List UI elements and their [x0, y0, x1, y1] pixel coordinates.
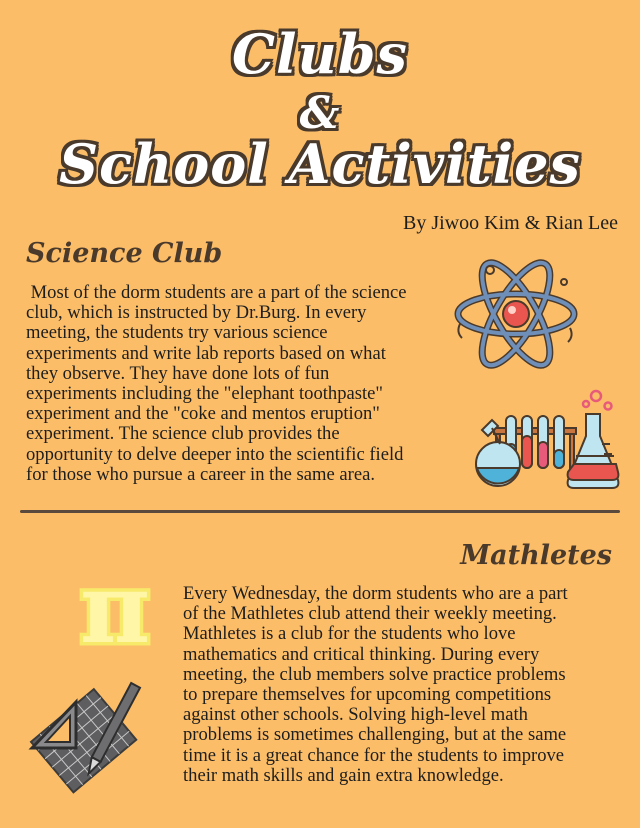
- title-line-school-activities: School Activities: [59, 132, 581, 196]
- paragraph-line: to prepare themselves for upcoming competitions: [183, 684, 552, 706]
- paragraph-line: experiments including the "elephant toothpaste": [26, 383, 384, 405]
- geometry-tools-icon: [24, 676, 142, 794]
- mathletes-heading: Mathletes: [460, 540, 612, 571]
- science-club-heading: Science Club: [26, 238, 223, 269]
- paragraph-line: meeting, the club members solve practice problems: [183, 663, 566, 685]
- paragraph-line: problems is sometimes challenging, but at the same: [183, 724, 567, 746]
- pi-icon: [60, 562, 170, 662]
- paragraph-line: they observe. They have done lots of fun: [26, 362, 330, 384]
- paragraph-line: Mathletes is a club for the students who love: [183, 623, 516, 645]
- paragraph-line: experiment and the "coke and mentos eruption": [26, 403, 380, 425]
- title-line-clubs: Clubs: [232, 22, 408, 86]
- paragraph-line: opportunity to delve deeper into the scientific field: [26, 443, 404, 465]
- paragraph-line: Every Wednesday, the dorm students who are a part: [183, 583, 568, 604]
- paragraph-line: experiment. The science club provides the: [26, 423, 340, 445]
- paragraph-line: their math skills and gain extra knowledge.: [183, 764, 504, 786]
- byline: By Jiwoo Kim & Rian Lee: [403, 212, 618, 234]
- section-divider: [20, 510, 620, 513]
- science-club-paragraph: [26, 283, 456, 485]
- paragraph-line: meeting, the students try various science: [26, 322, 328, 344]
- lab-glassware-icon: [462, 384, 622, 494]
- paragraph-line: club, which is instructed by Dr.Burg. In every: [26, 302, 367, 324]
- paragraph-line: Most of the dorm students are a part of the science: [26, 282, 407, 303]
- paragraph-line: experiments and write lab reports based on what: [26, 342, 386, 364]
- paragraph-line: for those who pursue a career in the same area.: [26, 463, 375, 485]
- paragraph-line: time it is a great chance for the students to improve: [183, 744, 565, 766]
- paragraph-line: against other schools. Solving high-level math: [183, 704, 528, 726]
- title-line-ampersand: &: [299, 88, 341, 139]
- paragraph-line: mathematics and critical thinking. During every: [183, 643, 540, 665]
- atom-icon: [452, 258, 580, 370]
- mathletes-paragraph: [183, 584, 623, 786]
- paragraph-line: of the Mathletes club attend their weekly meeting.: [183, 603, 557, 625]
- pi-glyph: π: [79, 562, 151, 662]
